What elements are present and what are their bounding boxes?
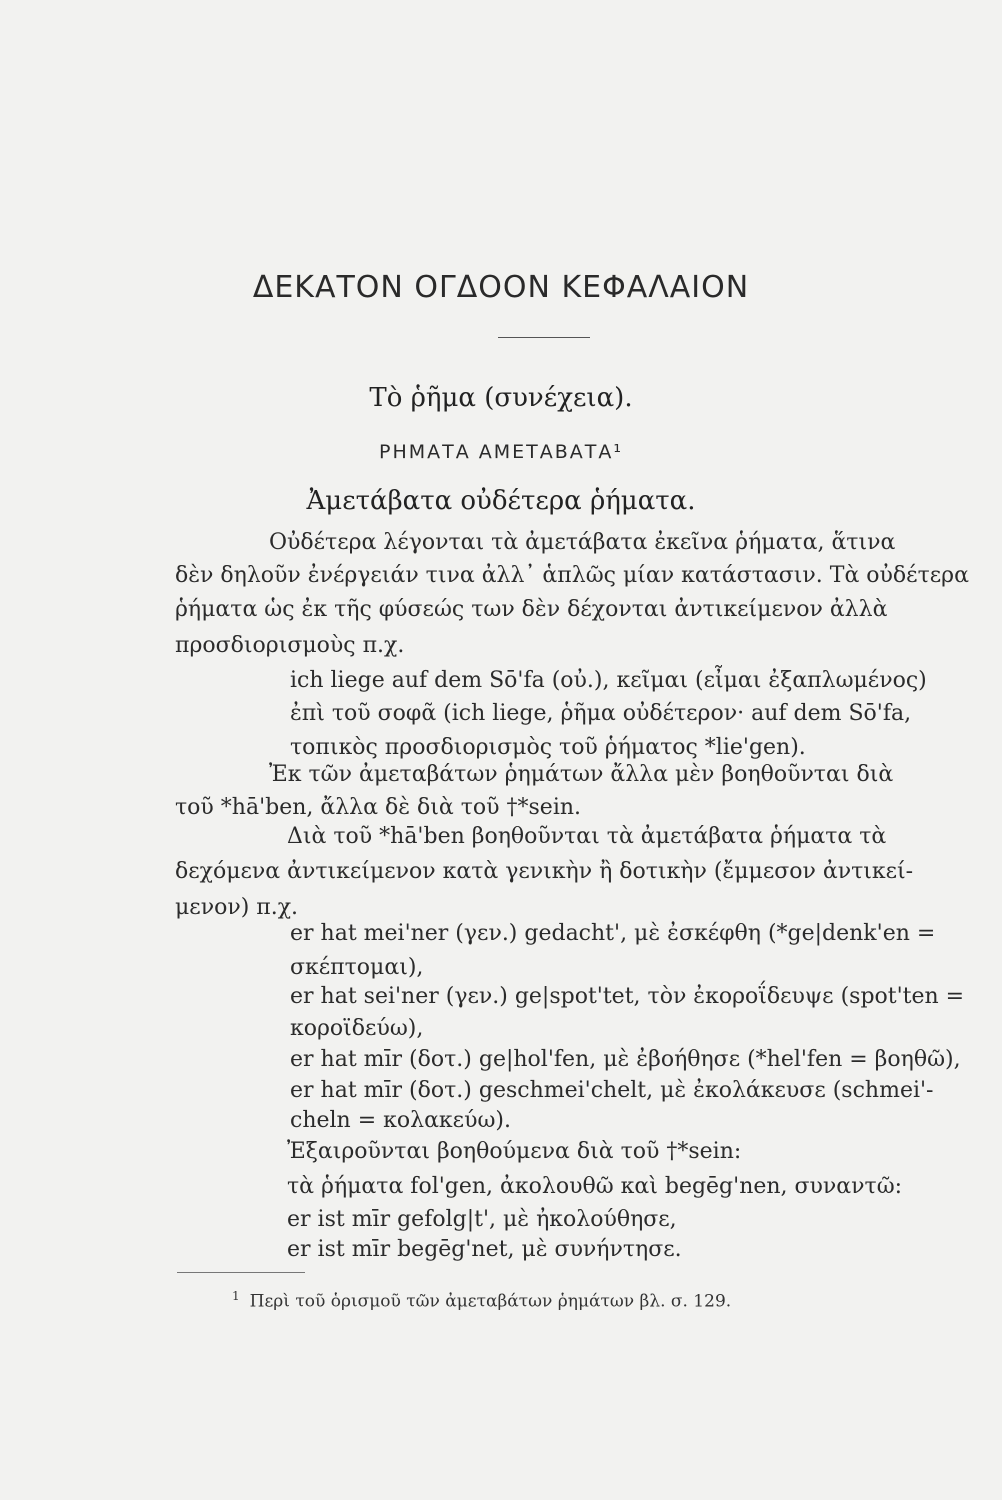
text-line: Οὐδέτερα λέγονται τὰ ἀμετάβατα ἐκεῖνα ῥήματα, ἅτινα xyxy=(269,530,896,555)
text-line: δὲν δηλοῦν ἐνέργειάν τινα ἀλλ᾽ ἁπλῶς μίαν κατάστασιν. Τὰ οὐδέτερα xyxy=(175,563,969,588)
text-line: er hat mei'ner (γεν.) gedacht', μὲ ἐσκέφθη (*ge|denk'en = xyxy=(290,921,936,946)
text-line: ῥήματα ὡς ἐκ τῆς φύσεώς των δὲν δέχονται ἀντικείμενον ἀλλὰ xyxy=(175,597,888,622)
text-line: δεχόμενα ἀντικείμενον κατὰ γενικὴν ἢ δοτικὴν (ἔμμεσον ἀντικεί- xyxy=(175,859,914,884)
footnote-marker: 1 xyxy=(232,1289,240,1303)
text-line: σκέπτομαι), xyxy=(290,955,424,980)
text-line: er ist mīr begēg'net, μὲ συνήντησε. xyxy=(287,1237,682,1262)
text-line: er ist mīr gefolg|t', μὲ ἠκολούθησε, xyxy=(287,1207,677,1232)
footnote-divider xyxy=(177,1272,305,1273)
text-line: Ἐξαιροῦνται βοηθούμενα διὰ τοῦ †*sein: xyxy=(287,1139,742,1164)
text-line: προσδιορισμοὺς π.χ. xyxy=(175,633,405,658)
text-line: Διὰ τοῦ *hā'ben βοηθοῦνται τὰ ἀμετάβατα ῥήματα τὰ xyxy=(287,824,887,849)
text-line: cheln = κολακεύω). xyxy=(290,1108,511,1133)
footnote-text: Περὶ τοῦ ὁρισμοῦ τῶν ἀμεταβάτων ῥημάτων βλ. σ. 129. xyxy=(249,1291,732,1312)
chapter-title: ΔΕΚΑΤΟΝ ΟΓΔΟΟΝ ΚΕΦΑΛΑΙΟΝ xyxy=(252,270,750,305)
text-line: τοῦ *hā'ben, ἄλλα δὲ διὰ τοῦ †*sein. xyxy=(175,795,582,820)
text-line: τὰ ῥήματα fol'gen, ἀκολουθῶ καὶ begēg'nen, συναντῶ: xyxy=(287,1174,903,1199)
section-title: Τὸ ῥῆμα (συνέχεια). xyxy=(369,383,633,413)
text-line: er hat mīr (δοτ.) ge|hol'fen, μὲ ἐβοήθησε (*hel'fen = βοηθῶ), xyxy=(290,1047,961,1072)
text-line: er hat mīr (δοτ.) geschmei'chelt, μὲ ἐκολάκευσε (schmei'- xyxy=(290,1078,934,1103)
footnote xyxy=(232,1289,731,1312)
text-line: ich liege auf dem Sō'fa (οὐ.), κεῖμαι (εἶμαι ἐξαπλωμένος) xyxy=(290,668,927,693)
text-line: ἐπὶ τοῦ σοφᾶ (ich liege, ῥῆμα οὐδέτερον· auf dem Sō'fa, xyxy=(290,701,912,726)
title-divider xyxy=(498,337,590,338)
text-line: μενον) π.χ. xyxy=(175,895,299,920)
text-line: τοπικὸς προσδιορισμὸς τοῦ ῥήματος *lie'gen). xyxy=(290,735,806,760)
subheading: Ἀμετάβατα οὐδέτερα ῥήματα. xyxy=(306,486,696,516)
text-line: Ἐκ τῶν ἀμεταβάτων ῥημάτων ἄλλα μὲν βοηθοῦνται διὰ xyxy=(269,762,894,787)
subsection-title: ΡΗΜΑΤΑ ΑΜΕΤΑΒΑΤΑ¹ xyxy=(378,441,624,463)
text-line: er hat sei'ner (γεν.) ge|spot'tet, τὸν ἐκοροΐδευψε (spot'ten = xyxy=(290,984,965,1009)
text-line: κοροϊδεύω), xyxy=(290,1016,424,1041)
